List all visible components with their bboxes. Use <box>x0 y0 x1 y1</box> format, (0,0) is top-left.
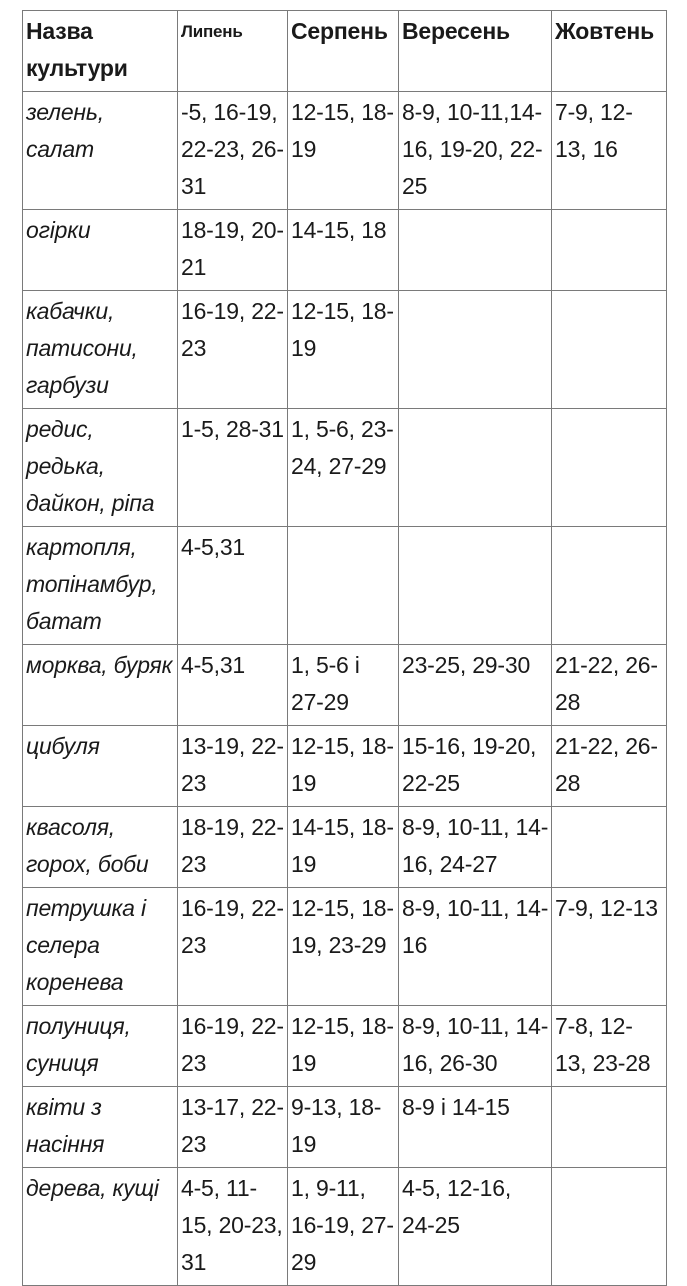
table-row <box>23 888 667 1006</box>
july-cell: 4-5, 11-15, 20-23, 31 <box>178 1168 288 1286</box>
july-cell: 4-5,31 <box>178 645 288 726</box>
crop-cell: квіти з насіння <box>23 1087 178 1168</box>
september-cell <box>399 527 552 645</box>
crop-cell: зелень, салат <box>23 92 178 210</box>
october-cell: 21-22, 26-28 <box>552 645 667 726</box>
september-cell <box>399 409 552 527</box>
july-cell: 4-5,31 <box>178 527 288 645</box>
september-cell: 8-9, 10-11, 14-16, 26-30 <box>399 1006 552 1087</box>
calendar-sheet <box>22 10 666 1275</box>
july-cell: 18-19, 22-23 <box>178 807 288 888</box>
crop-cell: полуниця, суниця <box>23 1006 178 1087</box>
august-cell: 9-13, 18-19 <box>288 1087 399 1168</box>
august-cell: 12-15, 18-19 <box>288 1006 399 1087</box>
august-cell: 14-15, 18 <box>288 210 399 291</box>
crop-cell: цибуля <box>23 726 178 807</box>
crop-cell: морква, буряк <box>23 645 178 726</box>
table-row <box>23 807 667 888</box>
table-row <box>23 291 667 409</box>
september-cell: 4-5, 12-16, 24-25 <box>399 1168 552 1286</box>
july-cell: 13-17, 22-23 <box>178 1087 288 1168</box>
august-cell: 1, 5-6, 23-24, 27-29 <box>288 409 399 527</box>
july-cell: 13-19, 22-23 <box>178 726 288 807</box>
september-cell: 8-9, 10-11,14-16, 19-20, 22-25 <box>399 92 552 210</box>
october-cell: 7-9, 12-13, 16 <box>552 92 667 210</box>
september-cell: 8-9, 10-11, 14-16 <box>399 888 552 1006</box>
september-cell: 8-9, 10-11, 14-16, 24-27 <box>399 807 552 888</box>
crop-cell: редис, редька, дайкон, ріпа <box>23 409 178 527</box>
crop-cell: картопля, топінамбур, батат <box>23 527 178 645</box>
september-cell: 15-16, 19-20, 22-25 <box>399 726 552 807</box>
september-cell <box>399 210 552 291</box>
august-cell: 1, 9-11, 16-19, 27-29 <box>288 1168 399 1286</box>
october-cell <box>552 527 667 645</box>
table-row <box>23 726 667 807</box>
august-cell: 12-15, 18-19 <box>288 92 399 210</box>
crop-cell: квасоля, горох, боби <box>23 807 178 888</box>
crop-cell: петрушка і селера коренева <box>23 888 178 1006</box>
october-cell: 7-9, 12-13 <box>552 888 667 1006</box>
table-row <box>23 645 667 726</box>
august-cell: 1, 5-6 і 27-29 <box>288 645 399 726</box>
august-cell: 14-15, 18-19 <box>288 807 399 888</box>
table-row <box>23 210 667 291</box>
header-july: Липень <box>178 11 288 92</box>
table-row <box>23 1087 667 1168</box>
header-crop-name: Назва культури <box>23 11 178 92</box>
august-cell: 12-15, 18-19 <box>288 291 399 409</box>
table-row <box>23 527 667 645</box>
july-cell: 18-19, 20-21 <box>178 210 288 291</box>
september-cell: 23-25, 29-30 <box>399 645 552 726</box>
october-cell <box>552 409 667 527</box>
july-cell: 16-19, 22-23 <box>178 291 288 409</box>
table-row <box>23 1168 667 1286</box>
august-cell <box>288 527 399 645</box>
july-cell: 16-19, 22-23 <box>178 888 288 1006</box>
august-cell: 12-15, 18-19 <box>288 726 399 807</box>
september-cell <box>399 291 552 409</box>
table-header-row <box>23 11 667 92</box>
july-cell: 16-19, 22-23 <box>178 1006 288 1087</box>
table-row <box>23 409 667 527</box>
october-cell <box>552 291 667 409</box>
october-cell: 7-8, 12-13, 23-28 <box>552 1006 667 1087</box>
july-cell: 1-5, 28-31 <box>178 409 288 527</box>
july-cell: -5, 16-19, 22-23, 26-31 <box>178 92 288 210</box>
header-august: Серпень <box>288 11 399 92</box>
october-cell <box>552 1168 667 1286</box>
october-cell <box>552 1087 667 1168</box>
crop-cell: кабачки, патисони, гарбузи <box>23 291 178 409</box>
crop-cell: огірки <box>23 210 178 291</box>
planting-calendar-table <box>22 10 667 1286</box>
october-cell <box>552 807 667 888</box>
october-cell <box>552 210 667 291</box>
october-cell: 21-22, 26-28 <box>552 726 667 807</box>
crop-cell: дерева, кущі <box>23 1168 178 1286</box>
header-september: Вересень <box>399 11 552 92</box>
table-row <box>23 1006 667 1087</box>
header-october: Жовтень <box>552 11 667 92</box>
september-cell: 8-9 і 14-15 <box>399 1087 552 1168</box>
table-row <box>23 92 667 210</box>
august-cell: 12-15, 18-19, 23-29 <box>288 888 399 1006</box>
